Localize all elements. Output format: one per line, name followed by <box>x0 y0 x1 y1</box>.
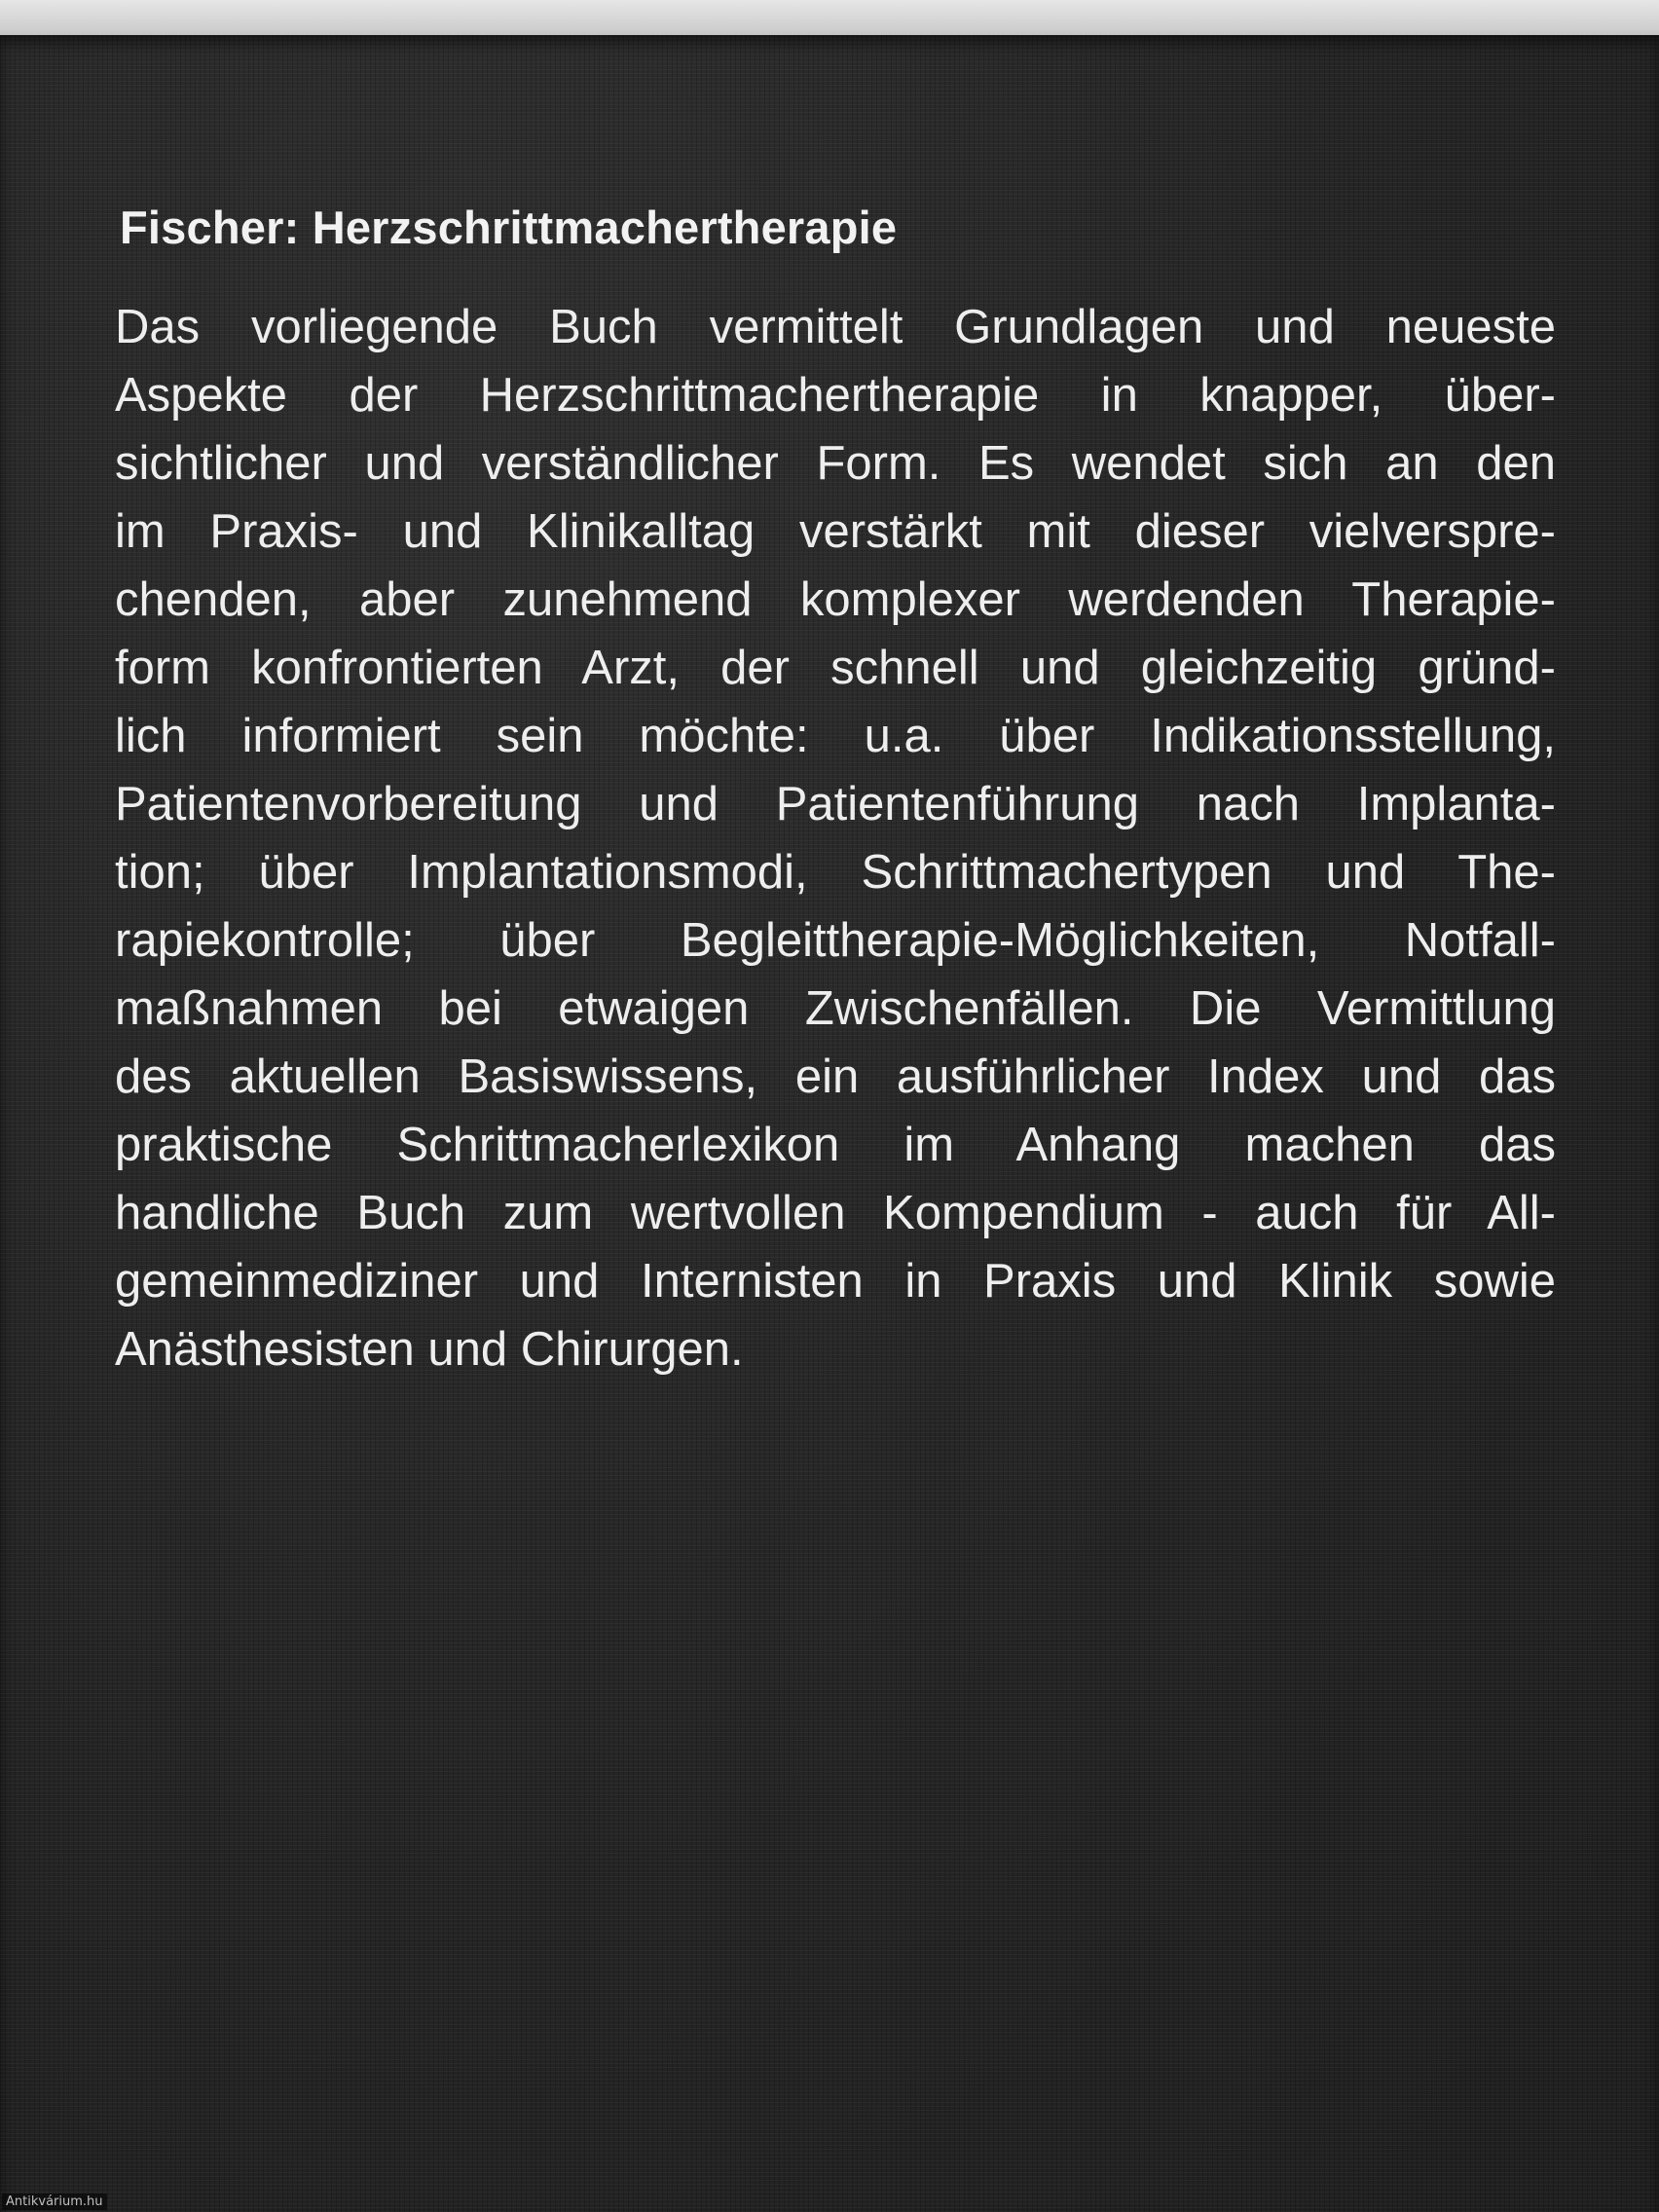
blurb-line: lich informiert sein möchte: u.a. über Indikationsstellung, <box>115 710 1556 762</box>
watermark: Antikvárium.hu <box>2 2194 107 2210</box>
book-blurb <box>115 293 1556 1383</box>
blurb-line: Aspekte der Herzschrittmachertherapie in knapper, über- <box>115 369 1556 422</box>
blurb-line: sichtlicher und verständlicher Form. Es wendet sich an den <box>115 437 1556 490</box>
blurb-line: Das vorliegende Buch vermittelt Grundlagen und neueste <box>115 301 1556 353</box>
blurb-line: praktische Schrittmacherlexikon im Anhang machen das <box>115 1119 1556 1171</box>
blurb-line: tion; über Implantationsmodi, Schrittmachertypen und The- <box>115 846 1556 899</box>
book-title: Fischer: Herzschrittmachertherapie <box>120 202 898 253</box>
blurb-line: chenden, aber zunehmend komplexer werdenden Therapie- <box>115 573 1556 626</box>
blurb-line: rapiekontrolle; über Begleittherapie-Möglichkeiten, Notfall- <box>115 914 1556 967</box>
blurb-line: gemeinmediziner und Internisten in Praxis und Klinik sowie <box>115 1255 1556 1308</box>
blurb-line: des aktuellen Basiswissens, ein ausführlicher Index und das <box>115 1051 1556 1103</box>
blurb-line: handliche Buch zum wertvollen Kompendium - auch für All- <box>115 1187 1556 1239</box>
blurb-line: maßnahmen bei etwaigen Zwischenfällen. Die Vermittlung <box>115 982 1556 1035</box>
blurb-line: im Praxis- und Klinikalltag verstärkt mit dieser vielverspre- <box>115 505 1556 558</box>
blurb-line-last: Anästhesisten und Chirurgen. <box>115 1323 744 1376</box>
book-back-cover <box>0 35 1659 2212</box>
blurb-line: Patientenvorbereitung und Patientenführung nach Implanta- <box>115 778 1556 830</box>
blurb-line: form konfrontierten Arzt, der schnell und gleichzeitig gründ- <box>115 642 1556 694</box>
